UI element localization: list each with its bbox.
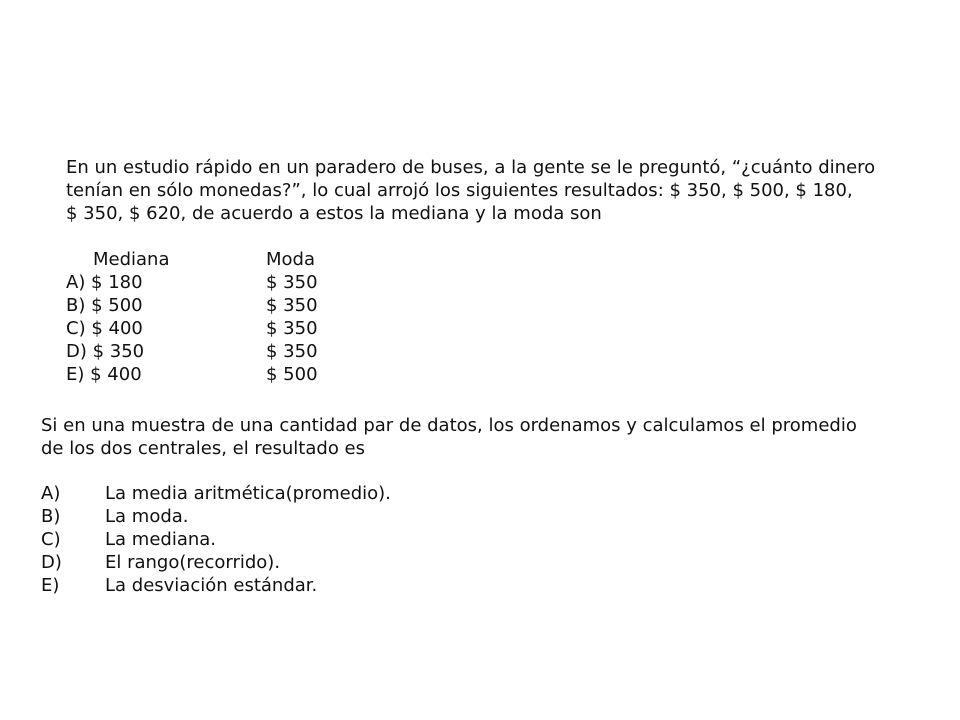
option-mediana: D) $ 350: [66, 341, 145, 362]
option-mediana: E) $ 400: [66, 364, 142, 385]
option-d: [66, 340, 318, 363]
option-text: La moda.: [105, 506, 189, 527]
option-letter: E): [41, 575, 60, 596]
question-2-options: [41, 482, 391, 597]
option-text: La media aritmética(promedio).: [105, 483, 391, 504]
question-2-line: de los dos centrales, el resultado es: [41, 438, 365, 459]
question-2: [41, 414, 941, 460]
option-a: [66, 271, 318, 294]
option-moda: $ 500: [266, 364, 318, 385]
option-moda: $ 350: [266, 341, 318, 362]
option-letter: C): [41, 529, 61, 550]
question-1-text: [66, 156, 946, 225]
question-1-line: tenían en sólo monedas?”, lo cual arrojó los siguientes resultados: $ 350, $ 500, $ 180,: [66, 180, 853, 201]
option-moda: $ 350: [266, 295, 318, 316]
question-1-line: $ 350, $ 620, de acuerdo a estos la mediana y la moda son: [66, 203, 602, 224]
option-mediana: C) $ 400: [66, 318, 143, 339]
option-moda: $ 350: [266, 272, 318, 293]
option-b: [41, 505, 391, 528]
option-d: [41, 551, 391, 574]
question-1-line: En un estudio rápido en un paradero de buses, a la gente se le preguntó, “¿cuánto dinero: [66, 157, 876, 178]
option-e: [66, 363, 318, 386]
option-c: [66, 317, 318, 340]
option-mediana: B) $ 500: [66, 295, 143, 316]
option-e: [41, 574, 391, 597]
question-1: [66, 156, 946, 225]
option-text: La mediana.: [105, 529, 217, 550]
option-c: [41, 528, 391, 551]
question-2-text: [41, 414, 941, 460]
option-text: El rango(recorrido).: [105, 552, 281, 573]
question-2-line: Si en una muestra de una cantidad par de datos, los ordenamos y calculamos el promedio: [41, 415, 857, 436]
options-header: [66, 248, 318, 271]
option-b: [66, 294, 318, 317]
option-moda: $ 350: [266, 318, 318, 339]
option-letter: B): [41, 506, 61, 527]
option-text: La desviación estándar.: [105, 575, 318, 596]
option-a: [41, 482, 391, 505]
option-mediana: A) $ 180: [66, 272, 143, 293]
moda-header: Moda: [266, 249, 315, 270]
option-letter: D): [41, 552, 62, 573]
mediana-header: Mediana: [93, 249, 170, 270]
option-letter: A): [41, 483, 61, 504]
question-1-options: [66, 248, 318, 386]
